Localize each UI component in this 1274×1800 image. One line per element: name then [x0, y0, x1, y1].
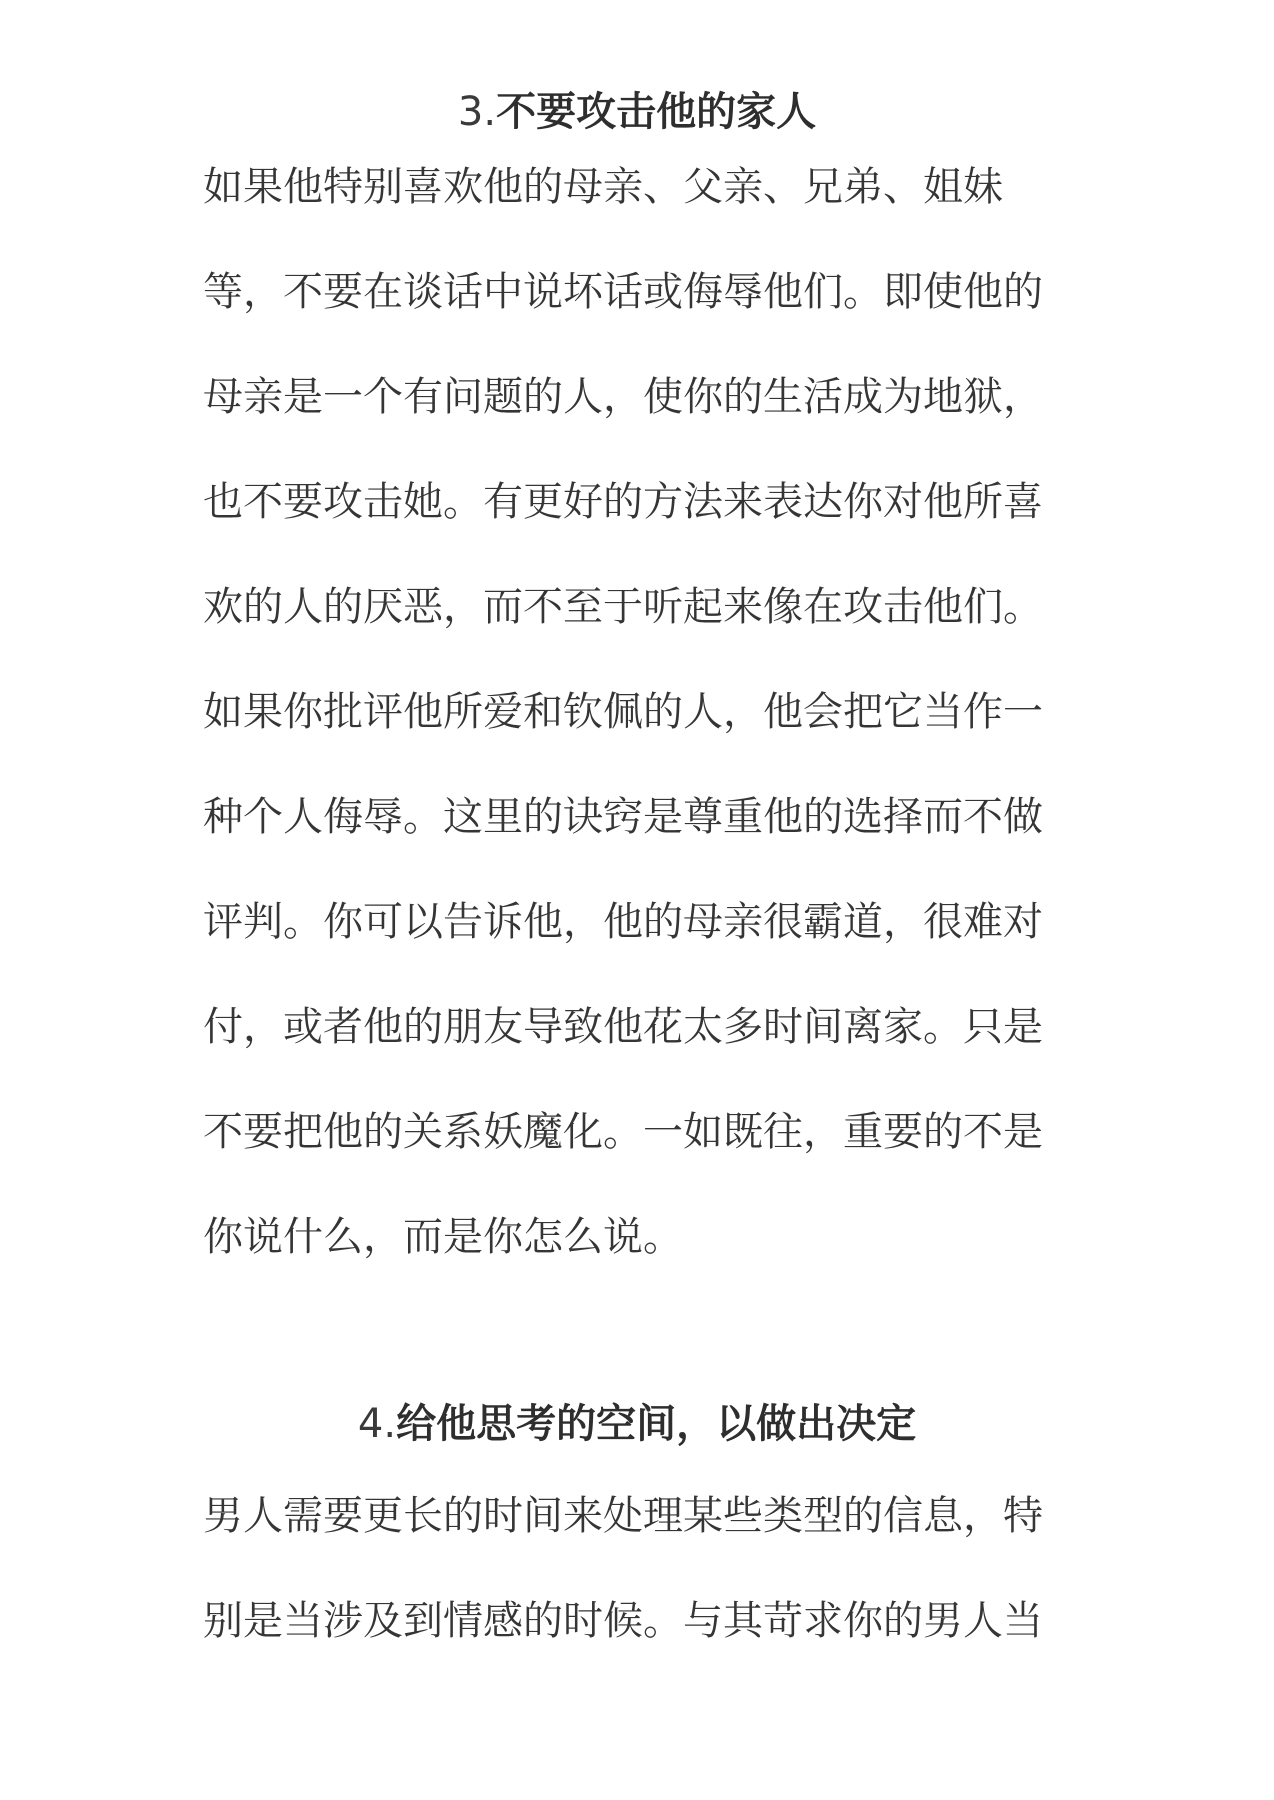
paragraph-line: 评判。你可以告诉他，他的母亲很霸道，很难对 — [203, 899, 1043, 945]
paragraph-line: 男人需要更长的时间来处理某些类型的信息，特 — [203, 1493, 1043, 1539]
paragraph-line: 不要把他的关系妖魔化。一如既往，重要的不是 — [203, 1109, 1043, 1155]
paragraph-line: 如果你批评他所爱和钦佩的人，他会把它当作一 — [203, 689, 1043, 735]
paragraph-line: 等，不要在谈话中说坏话或侮辱他们。即使他的 — [203, 269, 1043, 315]
section-heading-3 — [0, 82, 1274, 142]
section-number: 4. — [357, 1401, 397, 1447]
paragraph-line: 如果他特别喜欢他的母亲、父亲、兄弟、姐妹 — [203, 164, 1003, 210]
paragraph-line: 种个人侮辱。这里的诀窍是尊重他的选择而不做 — [203, 794, 1043, 840]
section-title: 不要攻击他的家人 — [496, 89, 817, 135]
paragraph-line: 欢的人的厌恶，而不至于听起来像在攻击他们。 — [203, 584, 1043, 630]
paragraph-line: 别是当涉及到情感的时候。与其苛求你的男人当 — [203, 1598, 1043, 1644]
section-number: 3. — [457, 89, 497, 135]
section-title: 给他思考的空间，以做出决定 — [396, 1401, 917, 1447]
paragraph-line: 母亲是一个有问题的人，使你的生活成为地狱， — [203, 374, 1043, 420]
section-heading-4 — [0, 1394, 1274, 1454]
paragraph-line: 你说什么，而是你怎么说。 — [203, 1214, 683, 1260]
paragraph-line: 也不要攻击她。有更好的方法来表达你对他所喜 — [203, 479, 1043, 525]
paragraph-line: 付，或者他的朋友导致他花太多时间离家。只是 — [203, 1004, 1043, 1050]
